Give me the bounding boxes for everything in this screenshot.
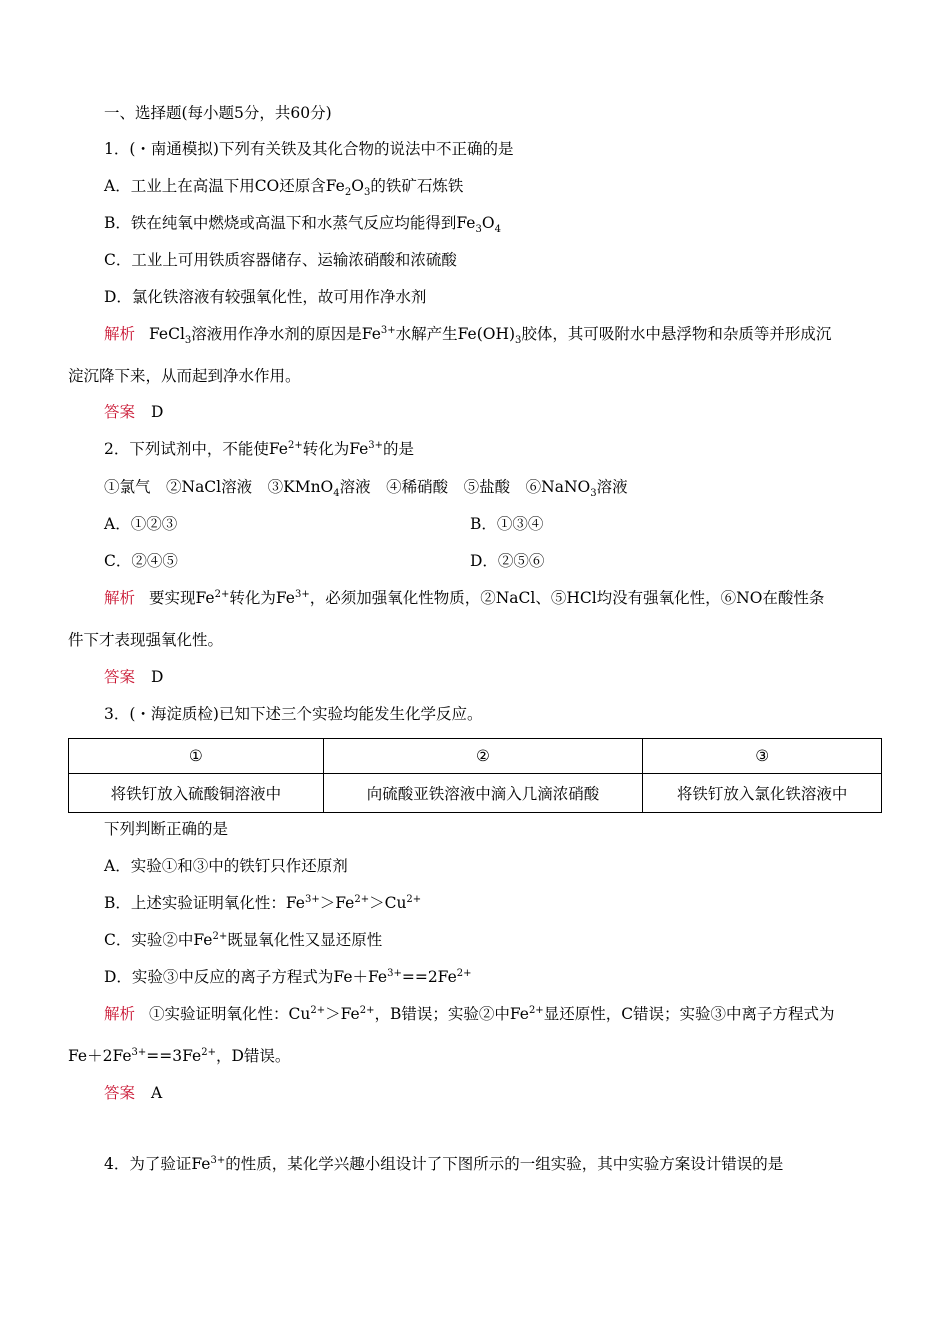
- q1-analysis-line-2: 淀沉降下来，从而起到净水作用。: [68, 367, 301, 385]
- q1-analysis-line-1: 解析 FeCl$_3$溶液用作净水剂的原因是$Fe^{3+}$水解产生$Fe(OH)_3$胶体，其可吸附水中悬浮物和杂质等并形成沉: [104, 324, 832, 347]
- table-cell: 将铁钉放入硫酸铜溶液中: [69, 774, 324, 813]
- table-header-cell: ①: [69, 739, 324, 774]
- q3-answer: 答案 A: [104, 1084, 163, 1102]
- q3-judge: 下列判断正确的是: [104, 820, 229, 838]
- table-cell: 将铁钉放入氯化铁溶液中: [643, 774, 882, 813]
- q2-analysis-line-2: 件下才表现强氧化性。: [68, 631, 224, 649]
- q1-option-b: B．铁在纯氧中燃烧或高温下和水蒸气反应均能得到$Fe_3O_4$: [104, 214, 501, 236]
- analysis-label: 解析: [104, 589, 136, 607]
- experiment-table: [68, 738, 882, 813]
- q1-stem: 1．(・南通模拟)下列有关铁及其化合物的说法中不正确的是: [104, 140, 514, 158]
- q1-answer: 答案 D: [104, 403, 164, 421]
- section-title: 一、选择题(每小题5分，共60分): [104, 104, 332, 122]
- analysis-label: 解析: [104, 325, 136, 343]
- q1-option-c: C．工业上可用铁质容器储存、运输浓硝酸和浓硫酸: [104, 251, 457, 269]
- q4-stem: 4．为了验证$Fe^{3+}$的性质，某化学兴趣小组设计了下图所示的一组实验，其中实验方案设计错误的是: [104, 1154, 784, 1173]
- table-cell: 向硫酸亚铁溶液中滴入几滴浓硝酸: [323, 774, 643, 813]
- q2-option-c: C．②④⑤: [104, 552, 178, 570]
- q2-answer: 答案 D: [104, 668, 164, 686]
- q2-option-d: D．②⑤⑥: [470, 552, 545, 570]
- q2-stem: 2．下列试剂中，不能使$Fe^{2+}$转化为$Fe^{3+}$的是: [104, 439, 415, 458]
- q2-reagents: ①氯气 ②NaCl溶液 ③KMnO$_4$溶液 ④稀硝酸 ⑤盐酸 ⑥NaNO$_3$溶液: [104, 478, 628, 500]
- answer-label: 答案: [104, 668, 136, 686]
- q1-option-a: A．工业上在高温下用CO还原含$Fe_2O_3$的铁矿石炼铁: [104, 177, 464, 199]
- q2-option-a: A．①②③: [104, 515, 178, 533]
- q2-analysis-line-1: 解析 要实现$Fe^{2+}$转化为$Fe^{3+}$，必须加强氧化性物质，②NaCl、⑤HCl均没有强氧化性，⑥NO在酸性条: [104, 588, 825, 607]
- answer-label: 答案: [104, 1084, 136, 1102]
- q2-option-b: B．①③④: [470, 515, 544, 533]
- q3-stem: 3．(・海淀质检)已知下述三个实验均能发生化学反应。: [104, 705, 483, 723]
- q3-option-d: D．实验③中反应的离子方程式为$Fe+Fe^{3+}==2Fe^{2+}$: [104, 967, 472, 986]
- table-header-row: [69, 739, 882, 774]
- table-row: [69, 774, 882, 813]
- q3-option-a: A．实验①和③中的铁钉只作还原剂: [104, 857, 348, 875]
- table-header-cell: ③: [643, 739, 882, 774]
- q3-option-b: B．上述实验证明氧化性：$Fe^{3+}>Fe^{2+}>Cu^{2+}$: [104, 893, 422, 912]
- q3-option-c: C．实验②中$Fe^{2+}$既显氧化性又显还原性: [104, 930, 383, 949]
- table-header-cell: ②: [323, 739, 643, 774]
- q3-analysis-line-2: $Fe+2Fe^{3+}==3Fe^{2+}$，D错误。: [68, 1046, 291, 1065]
- answer-label: 答案: [104, 403, 136, 421]
- q3-analysis-line-1: 解析 ①实验证明氧化性：$Cu^{2+}>Fe^{2+}$，B错误；实验②中$Fe^{2+}$显还原性，C错误；实验③中离子方程式为: [104, 1004, 835, 1023]
- q1-option-d: D．氯化铁溶液有较强氧化性，故可用作净水剂: [104, 288, 427, 306]
- analysis-label: 解析: [104, 1005, 136, 1023]
